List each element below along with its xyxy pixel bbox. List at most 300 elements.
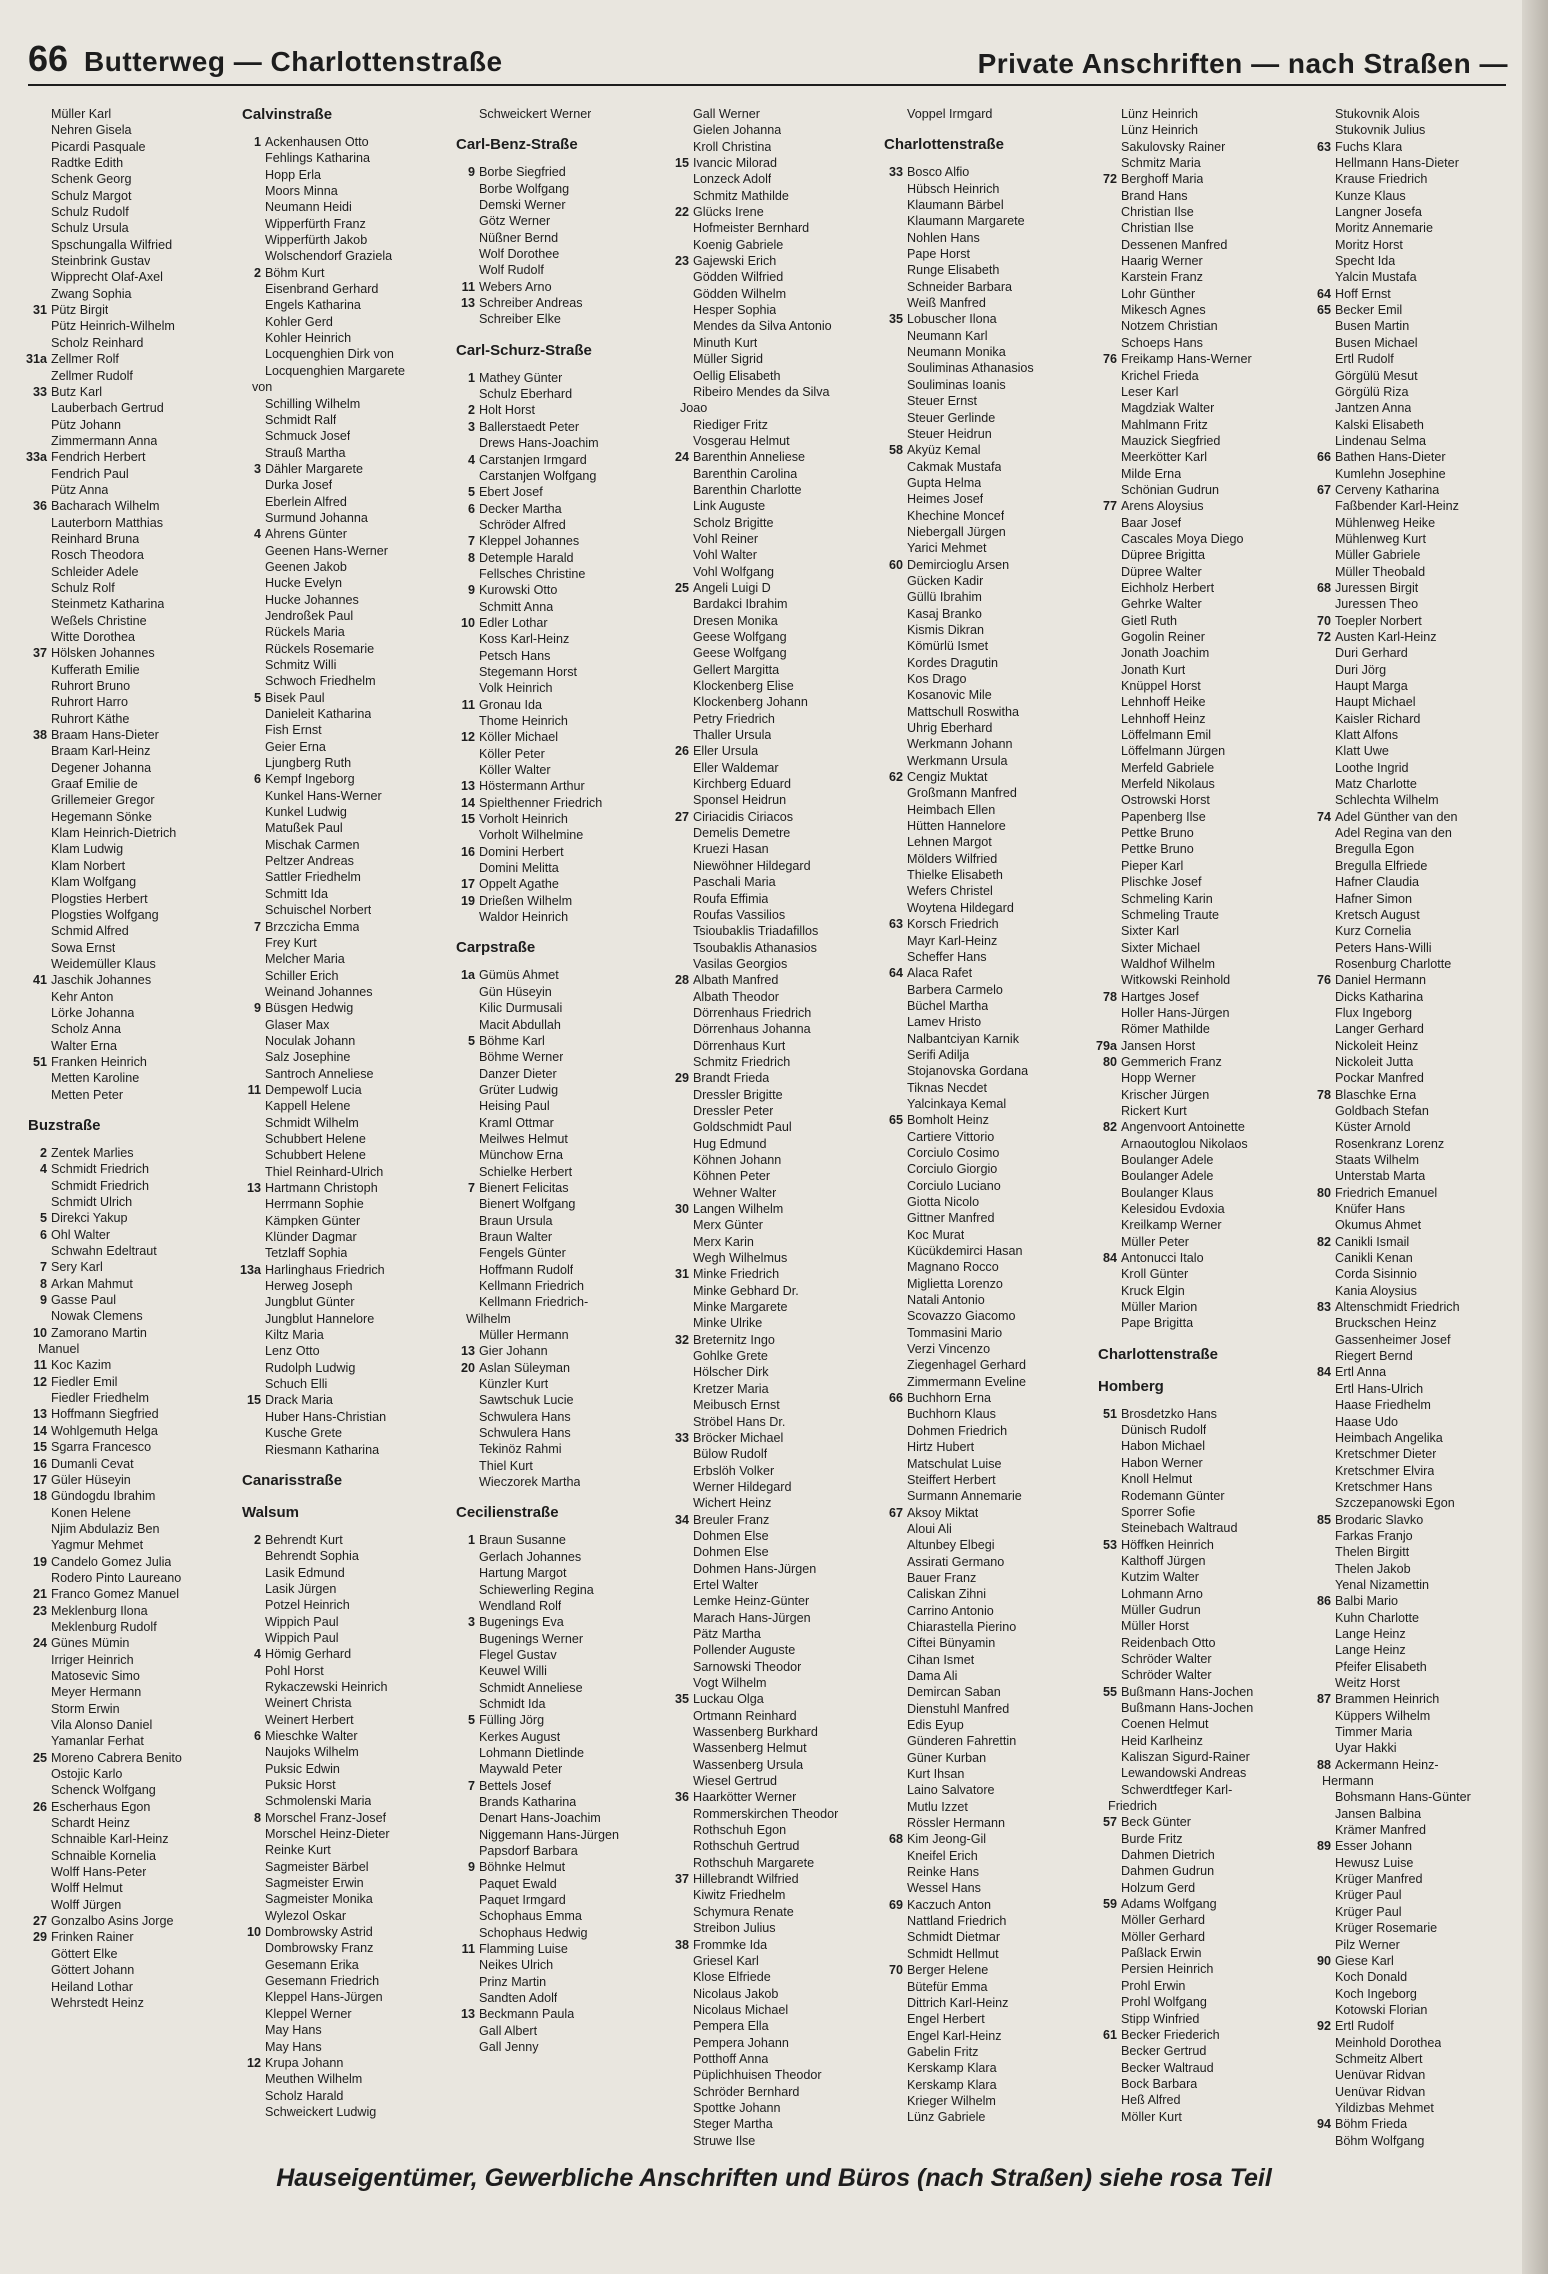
resident-name: Gittner Manfred bbox=[907, 1211, 995, 1226]
resident-name: Bathen Hans-Dieter bbox=[1335, 450, 1446, 465]
resident-name: Schulz Rudolf bbox=[51, 205, 129, 220]
resident-name: Gielen Johanna bbox=[693, 123, 782, 138]
house-number: 37 bbox=[674, 1872, 689, 1887]
resident-name: Pilz Werner bbox=[1335, 1937, 1400, 1952]
resident-name: Akyüz Kemal bbox=[907, 443, 981, 458]
resident-name: Vila Alonso Daniel bbox=[51, 1718, 153, 1732]
directory-entry bbox=[26, 368, 232, 384]
resident-name: Schönian Gudrun bbox=[1121, 482, 1220, 497]
house-number: 6 bbox=[253, 1728, 261, 1743]
resident-name: Glaser Max bbox=[265, 1017, 330, 1032]
resident-name: Gassenheimer Josef bbox=[1335, 1332, 1451, 1347]
resident-name: Thelen Jakob bbox=[1335, 1561, 1411, 1576]
house-number: 5 bbox=[467, 485, 475, 500]
directory-entry bbox=[26, 1766, 232, 1782]
resident-name: Fendrich Herbert bbox=[51, 450, 146, 465]
house-number bbox=[240, 706, 265, 722]
resident-name: Moritz Horst bbox=[1335, 237, 1403, 252]
directory-entry bbox=[668, 318, 874, 334]
directory-entry bbox=[882, 540, 1088, 556]
resident-name: Boulanger Adele bbox=[1121, 1153, 1214, 1167]
directory-entry bbox=[1096, 1201, 1302, 1217]
directory-entry bbox=[240, 1066, 446, 1082]
directory-entry bbox=[882, 426, 1088, 442]
house-number bbox=[454, 1647, 479, 1663]
resident-name: Mieschke Walter bbox=[265, 1728, 358, 1743]
resident-name: Frommke Ida bbox=[693, 1937, 768, 1952]
directory-entry bbox=[1310, 596, 1516, 612]
directory-entry bbox=[882, 197, 1088, 213]
directory-entry bbox=[26, 1848, 232, 1864]
house-number: 10 bbox=[246, 1925, 261, 1940]
house-number bbox=[882, 426, 907, 442]
directory-entry bbox=[454, 1631, 660, 1647]
resident-name: Canikli Ismail bbox=[1335, 1234, 1410, 1249]
resident-name: Burde Fritz bbox=[1121, 1831, 1183, 1846]
resident-name: Dohmen Else bbox=[693, 1528, 769, 1543]
resident-name: Ströbel Hans Dr. bbox=[693, 1414, 786, 1429]
directory-entry bbox=[882, 1129, 1088, 1145]
directory-entry bbox=[26, 792, 232, 808]
house-number: 78 bbox=[1316, 1087, 1331, 1102]
resident-name: Lasik Edmund bbox=[265, 1565, 345, 1580]
resident-name: Riediger Fritz bbox=[693, 417, 768, 432]
house-number: 18 bbox=[32, 1489, 47, 1504]
resident-name: Niggemann Hans-Jürgen bbox=[479, 1827, 620, 1842]
directory-entry bbox=[882, 262, 1088, 278]
resident-name: Zamorano Martin bbox=[51, 1325, 147, 1340]
house-number bbox=[26, 417, 51, 433]
resident-name: Puksic Edwin bbox=[265, 1761, 340, 1776]
house-number: 2 bbox=[253, 265, 261, 280]
directory-entry bbox=[668, 1430, 874, 1446]
directory-entry bbox=[668, 106, 874, 122]
resident-name: Lehnhoff Heinz bbox=[1121, 711, 1206, 726]
resident-name: Schwoch Friedhelm bbox=[265, 674, 376, 689]
resident-name: Glücks Irene bbox=[693, 205, 764, 220]
resident-name: Sporrer Sofie bbox=[1121, 1504, 1196, 1519]
directory-entry bbox=[882, 1799, 1088, 1815]
resident-name: Koch Ingeborg bbox=[1335, 1986, 1417, 2001]
resident-name: Ciriacidis Ciriacos bbox=[693, 809, 794, 824]
resident-name: Kerskamp Klara bbox=[907, 2061, 997, 2076]
house-number: 86 bbox=[1316, 1594, 1331, 1609]
house-number: 92 bbox=[1316, 2019, 1331, 2034]
resident-name: Künzler Kurt bbox=[479, 1377, 549, 1392]
house-number bbox=[882, 1603, 907, 1619]
resident-name: Küster Arnold bbox=[1335, 1120, 1411, 1135]
resident-name: Christian Ilse bbox=[1121, 221, 1194, 236]
house-number bbox=[240, 1376, 265, 1392]
resident-name: Franco Gomez Manuel bbox=[51, 1587, 180, 1602]
house-number: 12 bbox=[246, 2055, 261, 2070]
resident-name: Plischke Josef bbox=[1121, 875, 1202, 890]
directory-entry bbox=[26, 1880, 232, 1896]
directory-entry bbox=[26, 841, 232, 857]
resident-name: Kaliszan Sigurd-Rainer bbox=[1121, 1750, 1250, 1764]
directory-entry bbox=[668, 1675, 874, 1691]
house-number bbox=[668, 1250, 693, 1266]
house-number: 13 bbox=[460, 1344, 475, 1359]
directory-entry bbox=[1096, 515, 1302, 531]
resident-name: Schmidt Friedrich bbox=[51, 1162, 149, 1177]
house-number bbox=[1096, 1504, 1121, 1520]
house-number bbox=[454, 1082, 479, 1098]
resident-name: Laino Salvatore bbox=[907, 1783, 995, 1798]
resident-name: Koc Kazim bbox=[51, 1358, 112, 1373]
directory-entry bbox=[1310, 940, 1516, 956]
house-number bbox=[240, 1213, 265, 1229]
directory-entry bbox=[240, 1131, 446, 1147]
house-number bbox=[1310, 2002, 1335, 2018]
directory-entry bbox=[454, 1425, 660, 1441]
house-number bbox=[454, 1196, 479, 1212]
directory-entry bbox=[1096, 2060, 1302, 2076]
directory-entry bbox=[240, 1989, 446, 2005]
directory-entry bbox=[240, 2071, 446, 2087]
house-number bbox=[454, 1827, 479, 1843]
resident-name: Schwerdtfeger Karl- bbox=[1121, 1782, 1233, 1797]
resident-name: Notzem Christian bbox=[1121, 319, 1218, 334]
house-number bbox=[668, 940, 693, 956]
directory-entry bbox=[882, 106, 1088, 122]
house-number bbox=[1096, 874, 1121, 890]
resident-name: Reinke Kurt bbox=[265, 1843, 331, 1858]
directory-entry bbox=[454, 1549, 660, 1565]
directory-entry bbox=[668, 433, 874, 449]
house-number bbox=[1096, 2076, 1121, 2092]
house-number bbox=[668, 2067, 693, 2083]
directory-column bbox=[1310, 106, 1516, 2156]
resident-name: Goldschmidt Paul bbox=[693, 1120, 792, 1135]
directory-entry bbox=[240, 1262, 446, 1278]
resident-name: Kunkel Hans-Werner bbox=[265, 788, 382, 803]
directory-entry bbox=[454, 1794, 660, 1810]
directory-entry bbox=[454, 1441, 660, 1457]
directory-entry bbox=[882, 1063, 1088, 1079]
directory-entry bbox=[26, 302, 232, 318]
resident-name: Miglietta Lorenzo bbox=[907, 1276, 1003, 1291]
resident-name: Ackermann Heinz- bbox=[1335, 1757, 1439, 1772]
resident-name: Müller Peter bbox=[1121, 1234, 1189, 1249]
resident-name: Böhm Kurt bbox=[265, 265, 325, 280]
resident-name: Haase Udo bbox=[1335, 1414, 1399, 1429]
house-number bbox=[668, 2035, 693, 2051]
house-number: 4 bbox=[253, 527, 261, 542]
street-heading: Calvinstraße bbox=[242, 106, 333, 123]
resident-name: Angenvoort Antoinette bbox=[1121, 1120, 1245, 1135]
directory-entry bbox=[26, 1929, 232, 1945]
directory-entry bbox=[1310, 760, 1516, 776]
directory-entry bbox=[1310, 2084, 1516, 2100]
directory-entry bbox=[26, 449, 232, 465]
house-number bbox=[240, 216, 265, 232]
resident-name: Schmitt Ida bbox=[265, 886, 328, 901]
house-number bbox=[1096, 841, 1121, 857]
house-number bbox=[26, 1766, 51, 1782]
house-number bbox=[454, 1327, 479, 1343]
house-number bbox=[1310, 1463, 1335, 1479]
resident-name: Reinhard Bruna bbox=[51, 531, 140, 546]
directory-entry bbox=[1310, 531, 1516, 547]
resident-name: Struwe Ilse bbox=[693, 2133, 756, 2148]
directory-entry bbox=[26, 564, 232, 580]
resident-name: Rothschuh Margarete bbox=[693, 1855, 815, 1870]
house-number bbox=[668, 776, 693, 792]
house-number bbox=[668, 727, 693, 743]
resident-name: Alaca Rafet bbox=[907, 966, 973, 981]
directory-entry bbox=[882, 1439, 1088, 1455]
directory-entry bbox=[882, 1652, 1088, 1668]
resident-name: Hütten Hannelore bbox=[907, 819, 1006, 834]
resident-name: Dohmen Friedrich bbox=[907, 1423, 1008, 1438]
house-number: 90 bbox=[1316, 1953, 1331, 1968]
directory-entry bbox=[668, 694, 874, 710]
resident-name: Faßbender Karl-Heinz bbox=[1335, 499, 1459, 514]
directory-entry bbox=[26, 874, 232, 890]
directory-entry bbox=[240, 396, 446, 412]
resident-name: Fiedler Emil bbox=[51, 1374, 118, 1389]
house-number bbox=[668, 792, 693, 808]
house-number bbox=[1310, 1201, 1335, 1217]
house-number bbox=[1096, 1961, 1121, 1977]
resident-name: Kretzer Maria bbox=[693, 1381, 769, 1396]
resident-name: Klaumann Bärbel bbox=[907, 198, 1004, 213]
directory-entry bbox=[240, 183, 446, 199]
house-number bbox=[240, 199, 265, 215]
resident-name: Vosgerau Helmut bbox=[693, 433, 790, 448]
house-number bbox=[1310, 269, 1335, 285]
directory-entry bbox=[668, 760, 874, 776]
house-number bbox=[1096, 1103, 1121, 1119]
directory-entry bbox=[882, 459, 1088, 475]
house-number bbox=[1310, 858, 1335, 874]
resident-name: Jungblut Günter bbox=[265, 1295, 355, 1310]
house-number bbox=[240, 167, 265, 183]
resident-name: Kufferath Emilie bbox=[51, 662, 140, 677]
house-number bbox=[26, 188, 51, 204]
directory-entry bbox=[668, 678, 874, 694]
house-number: 9 bbox=[467, 165, 475, 180]
directory-entry bbox=[1310, 1103, 1516, 1119]
house-number: 41 bbox=[32, 973, 47, 988]
house-number bbox=[882, 1635, 907, 1651]
house-number bbox=[882, 344, 907, 360]
directory-entry bbox=[454, 1696, 660, 1712]
directory-entry bbox=[1310, 1299, 1516, 1315]
house-number bbox=[1096, 237, 1121, 253]
house-number bbox=[668, 1217, 693, 1233]
resident-name: Steuer Heidrun bbox=[907, 426, 992, 441]
directory-entry bbox=[240, 1425, 446, 1441]
directory-entry bbox=[882, 687, 1088, 703]
house-number bbox=[1096, 662, 1121, 678]
house-number bbox=[668, 1414, 693, 1430]
directory-entry bbox=[668, 1528, 874, 1544]
house-number bbox=[1310, 351, 1335, 367]
directory-entry bbox=[26, 1005, 232, 1021]
resident-name: Schreiber Elke bbox=[479, 312, 561, 327]
directory-entry bbox=[454, 550, 660, 566]
directory-entry bbox=[882, 736, 1088, 752]
resident-name: Yalcinkaya Kemal bbox=[907, 1096, 1007, 1111]
resident-name: Sgarra Francesco bbox=[51, 1440, 152, 1455]
directory-entry bbox=[454, 1761, 660, 1777]
directory-entry bbox=[1096, 629, 1302, 645]
directory-entry bbox=[1096, 580, 1302, 596]
directory-entry bbox=[240, 1630, 446, 1646]
directory-entry bbox=[26, 1586, 232, 1602]
directory-entry bbox=[1096, 1863, 1302, 1879]
house-number bbox=[882, 377, 907, 393]
directory-entry bbox=[882, 1161, 1088, 1177]
resident-name: Koc Murat bbox=[907, 1227, 965, 1242]
house-number bbox=[240, 1033, 265, 1049]
resident-name: Merfeld Nikolaus bbox=[1121, 777, 1215, 792]
house-number bbox=[240, 657, 265, 673]
house-number: 74 bbox=[1316, 809, 1331, 824]
directory-entry bbox=[1096, 907, 1302, 923]
resident-name: Kämpken Günter bbox=[265, 1213, 361, 1228]
resident-name: Fellsches Christine bbox=[479, 566, 586, 581]
house-number: 72 bbox=[1316, 630, 1331, 644]
directory-entry bbox=[1096, 1994, 1302, 2010]
house-number bbox=[668, 1005, 693, 1021]
resident-name: Mikesch Agnes bbox=[1121, 303, 1206, 318]
house-number bbox=[240, 1147, 265, 1163]
house-number bbox=[26, 1070, 51, 1086]
directory-entry bbox=[240, 412, 446, 428]
resident-name: Dressler Peter bbox=[693, 1103, 774, 1118]
house-number bbox=[882, 1488, 907, 1504]
resident-name: Rosenburg Charlotte bbox=[1335, 956, 1452, 971]
directory-column bbox=[1096, 106, 1302, 2156]
house-number bbox=[454, 517, 479, 533]
house-number bbox=[240, 330, 265, 346]
house-number: 11 bbox=[247, 1082, 261, 1097]
directory-entry bbox=[454, 386, 660, 402]
house-number bbox=[454, 1925, 479, 1941]
house-number bbox=[1096, 318, 1121, 334]
resident-name: Pettke Bruno bbox=[1121, 842, 1194, 857]
directory-entry bbox=[1096, 760, 1302, 776]
directory-entry bbox=[240, 919, 446, 935]
resident-name: Denart Hans-Joachim bbox=[479, 1811, 601, 1826]
resident-name: Lange Heinz bbox=[1335, 1626, 1406, 1641]
house-number bbox=[1310, 891, 1335, 907]
resident-name: Surmann Annemarie bbox=[907, 1489, 1022, 1504]
directory-entry bbox=[668, 956, 874, 972]
house-number bbox=[882, 720, 907, 736]
directory-entry bbox=[454, 311, 660, 327]
resident-name: Rückels Rosemarie bbox=[265, 641, 375, 656]
resident-name: Jonath Joachim bbox=[1121, 646, 1210, 661]
house-number bbox=[1096, 368, 1121, 384]
resident-name: Höffken Heinrich bbox=[1121, 1537, 1214, 1552]
resident-name: Krüger Paul bbox=[1335, 1904, 1402, 1919]
directory-entry bbox=[1096, 220, 1302, 236]
directory-entry bbox=[1310, 1397, 1516, 1413]
directory-entry bbox=[1310, 1119, 1516, 1135]
resident-name: Streibon Julius bbox=[693, 1921, 776, 1936]
house-number: 60 bbox=[888, 557, 903, 572]
directory-entry bbox=[882, 181, 1088, 197]
resident-name: Kotowski Florian bbox=[1335, 2002, 1428, 2017]
house-number bbox=[240, 1777, 265, 1793]
house-number bbox=[454, 1441, 479, 1457]
house-number bbox=[1096, 1765, 1121, 1781]
resident-name: Duri Jörg bbox=[1335, 662, 1387, 677]
house-number bbox=[240, 559, 265, 575]
resident-name: Magnano Rocco bbox=[907, 1260, 999, 1275]
house-number bbox=[1096, 1733, 1121, 1749]
directory-entry bbox=[1096, 662, 1302, 678]
resident-name: Peltzer Andreas bbox=[265, 854, 354, 869]
resident-name: Klatt Alfons bbox=[1335, 728, 1399, 743]
resident-name: Hübsch Heinrich bbox=[907, 181, 1000, 196]
house-number bbox=[882, 1406, 907, 1422]
house-number bbox=[1310, 989, 1335, 1005]
house-number bbox=[882, 1129, 907, 1145]
resident-name: Hirtz Hubert bbox=[907, 1440, 975, 1455]
resident-name: Scholz Reinhard bbox=[51, 335, 144, 350]
resident-name: Flux Ingeborg bbox=[1335, 1005, 1413, 1020]
directory-entry bbox=[240, 1810, 446, 1826]
house-number bbox=[1310, 1414, 1335, 1430]
resident-name: Butz Karl bbox=[51, 384, 103, 399]
directory-entry bbox=[454, 1196, 660, 1212]
resident-name: Kutzim Walter bbox=[1121, 1570, 1199, 1585]
resident-name: Rommerskirchen Theodor bbox=[693, 1806, 839, 1821]
house-number bbox=[454, 1262, 479, 1278]
directory-entry bbox=[454, 1778, 660, 1794]
house-number: 37 bbox=[32, 646, 47, 661]
resident-name: Dressler Brigitte bbox=[693, 1087, 783, 1102]
house-number bbox=[240, 1245, 265, 1261]
house-number bbox=[26, 1570, 51, 1586]
house-number bbox=[26, 1946, 51, 1962]
directory-entry bbox=[1310, 547, 1516, 563]
resident-name: Schmuck Josef bbox=[265, 429, 351, 444]
directory-entry bbox=[882, 213, 1088, 229]
house-number bbox=[26, 1684, 51, 1700]
directory-entry bbox=[1310, 1659, 1516, 1675]
house-number bbox=[454, 1213, 479, 1229]
house-number bbox=[668, 1773, 693, 1789]
house-number bbox=[240, 1360, 265, 1376]
directory-entry bbox=[1096, 2011, 1302, 2027]
directory-entry bbox=[1096, 2109, 1302, 2125]
house-number: 16 bbox=[460, 844, 475, 859]
house-number bbox=[1096, 1021, 1121, 1037]
directory-entry bbox=[240, 346, 446, 362]
house-number bbox=[668, 188, 693, 204]
resident-name: Ohl Walter bbox=[51, 1227, 111, 1242]
resident-name: Krüger Rosemarie bbox=[1335, 1921, 1438, 1936]
directory-entry bbox=[26, 417, 232, 433]
house-number bbox=[668, 384, 693, 400]
resident-name: Metten Karoline bbox=[51, 1071, 140, 1086]
house-number bbox=[26, 1243, 51, 1259]
resident-name: Reidenbach Otto bbox=[1121, 1635, 1216, 1650]
house-number bbox=[1096, 645, 1121, 661]
resident-name: Lohmann Dietlinde bbox=[479, 1745, 585, 1760]
directory-entry bbox=[1310, 515, 1516, 531]
directory-entry bbox=[882, 1701, 1088, 1717]
resident-name: Cerveny Katharina bbox=[1335, 482, 1440, 497]
directory-entry bbox=[454, 1458, 660, 1474]
resident-name: Runge Elisabeth bbox=[907, 263, 1000, 278]
